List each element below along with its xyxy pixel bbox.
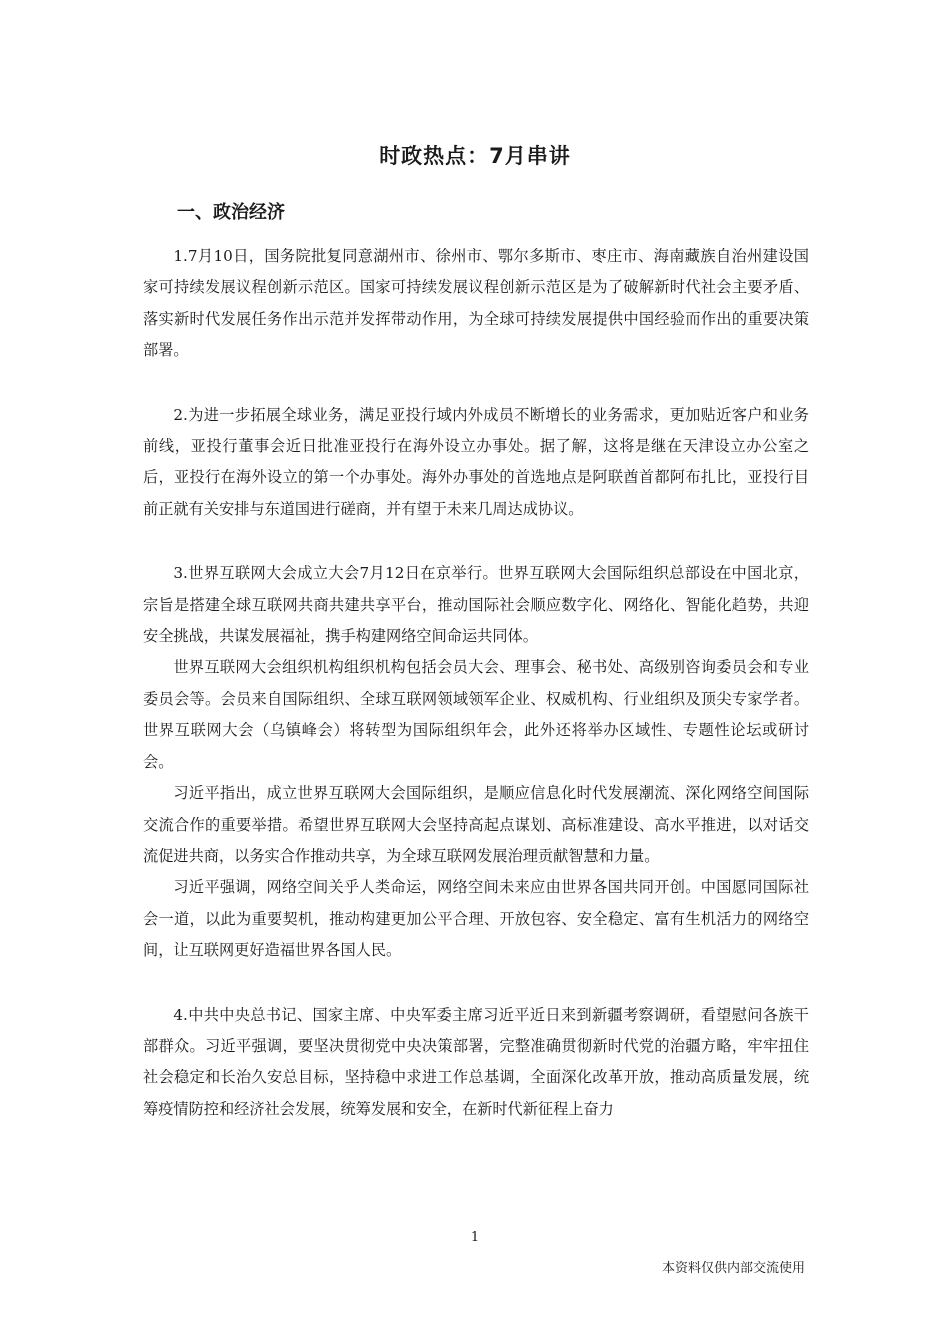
paragraph-xi-emphasis: 习近平强调，网络空间关乎人类命运，网络空间未来应由世界各国共同开创。中国愿同国际社会一道，以此为重要契机，推动构建更加公平合理、开放包容、安全稳定、富有生机活力的网络空间，让互联网更好造福世界各国人民。 xyxy=(143,878,809,960)
page-number: 1 xyxy=(470,1230,480,1245)
body-text xyxy=(143,241,809,1125)
paragraph-item-3: 3.世界互联网大会成立大会7月12日在京举行。世界互联网大会国际组织总部设在中国北京，宗旨是搭建全球互联网共商共建共享平台，推动国际社会顺应数字化、网络化、智能化趋势，共迎安全挑战，共谋发展福祉，携手构建网络空间命运共同体。 xyxy=(143,564,809,646)
footer-note: 本资料仅供内部交流使用 xyxy=(661,1261,805,1276)
section-heading: 一、政治经济 xyxy=(177,202,285,223)
paragraph-item-4: 4.中共中央总书记、国家主席、中央军委主席习近平近日来到新疆考察调研，看望慰问各族干部群众。习近平强调，要坚决贯彻党中央决策部署，完整准确贯彻新时代党的治疆方略，牢牢扭住社会稳定和长治久安总目标，坚持稳中求进工作总基调，全面深化改革开放，推动高质量发展，统筹疫情防控和经济社会发展，统筹发展和安全，在新时代新征程上奋力 xyxy=(143,1005,809,1118)
paragraph-item-1: 1.7月10日，国务院批复同意湖州市、徐州市、鄂尔多斯市、枣庄市、海南藏族自治州建设国家可持续发展议程创新示范区。国家可持续发展议程创新示范区是为了破解新时代社会主要矛盾、落实新时代发展任务作出示范并发挥带动作用，为全球可持续发展提供中国经验而作出的重要决策部署。 xyxy=(143,247,809,360)
paragraph-xi-remarks: 习近平指出，成立世界互联网大会国际组织，是顺应信息化时代发展潮流、深化网络空间国际交流合作的重要举措。希望世界互联网大会坚持高起点谋划、高标准建设、高水平推进，以对话交流促进共商，以务实合作推动共享，为全球互联网发展治理贡献智慧和力量。 xyxy=(143,784,809,865)
paragraph-item-2: 2.为进一步拓展全球业务，满足亚投行域内外成员不断增长的业务需求，更加贴近客户和业务前线，亚投行董事会近日批准亚投行在海外设立办事处。据了解，这将是继在天津设立办公室之后，亚投行在海外设立的第一个办事处。海外办事处的首选地点是阿联酋首都阿布扎比，亚投行目前正就有关安排与东道国进行磋商，并有望于未来几周达成协议。 xyxy=(143,405,809,518)
page-title: 时政热点：7月串讲 xyxy=(379,144,571,168)
paragraph-internet-organization: 世界互联网大会组织机构组织机构包括会员大会、理事会、秘书处、高级别咨询委员会和专业委员会等。会员来自国际组织、全球互联网领域领军企业、权威机构、行业组织及顶尖专家学者。世界互联网大会（乌镇峰会）将转型为国际组织年会，此外还将举办区域性、专题性论坛或研讨会。 xyxy=(143,658,809,771)
